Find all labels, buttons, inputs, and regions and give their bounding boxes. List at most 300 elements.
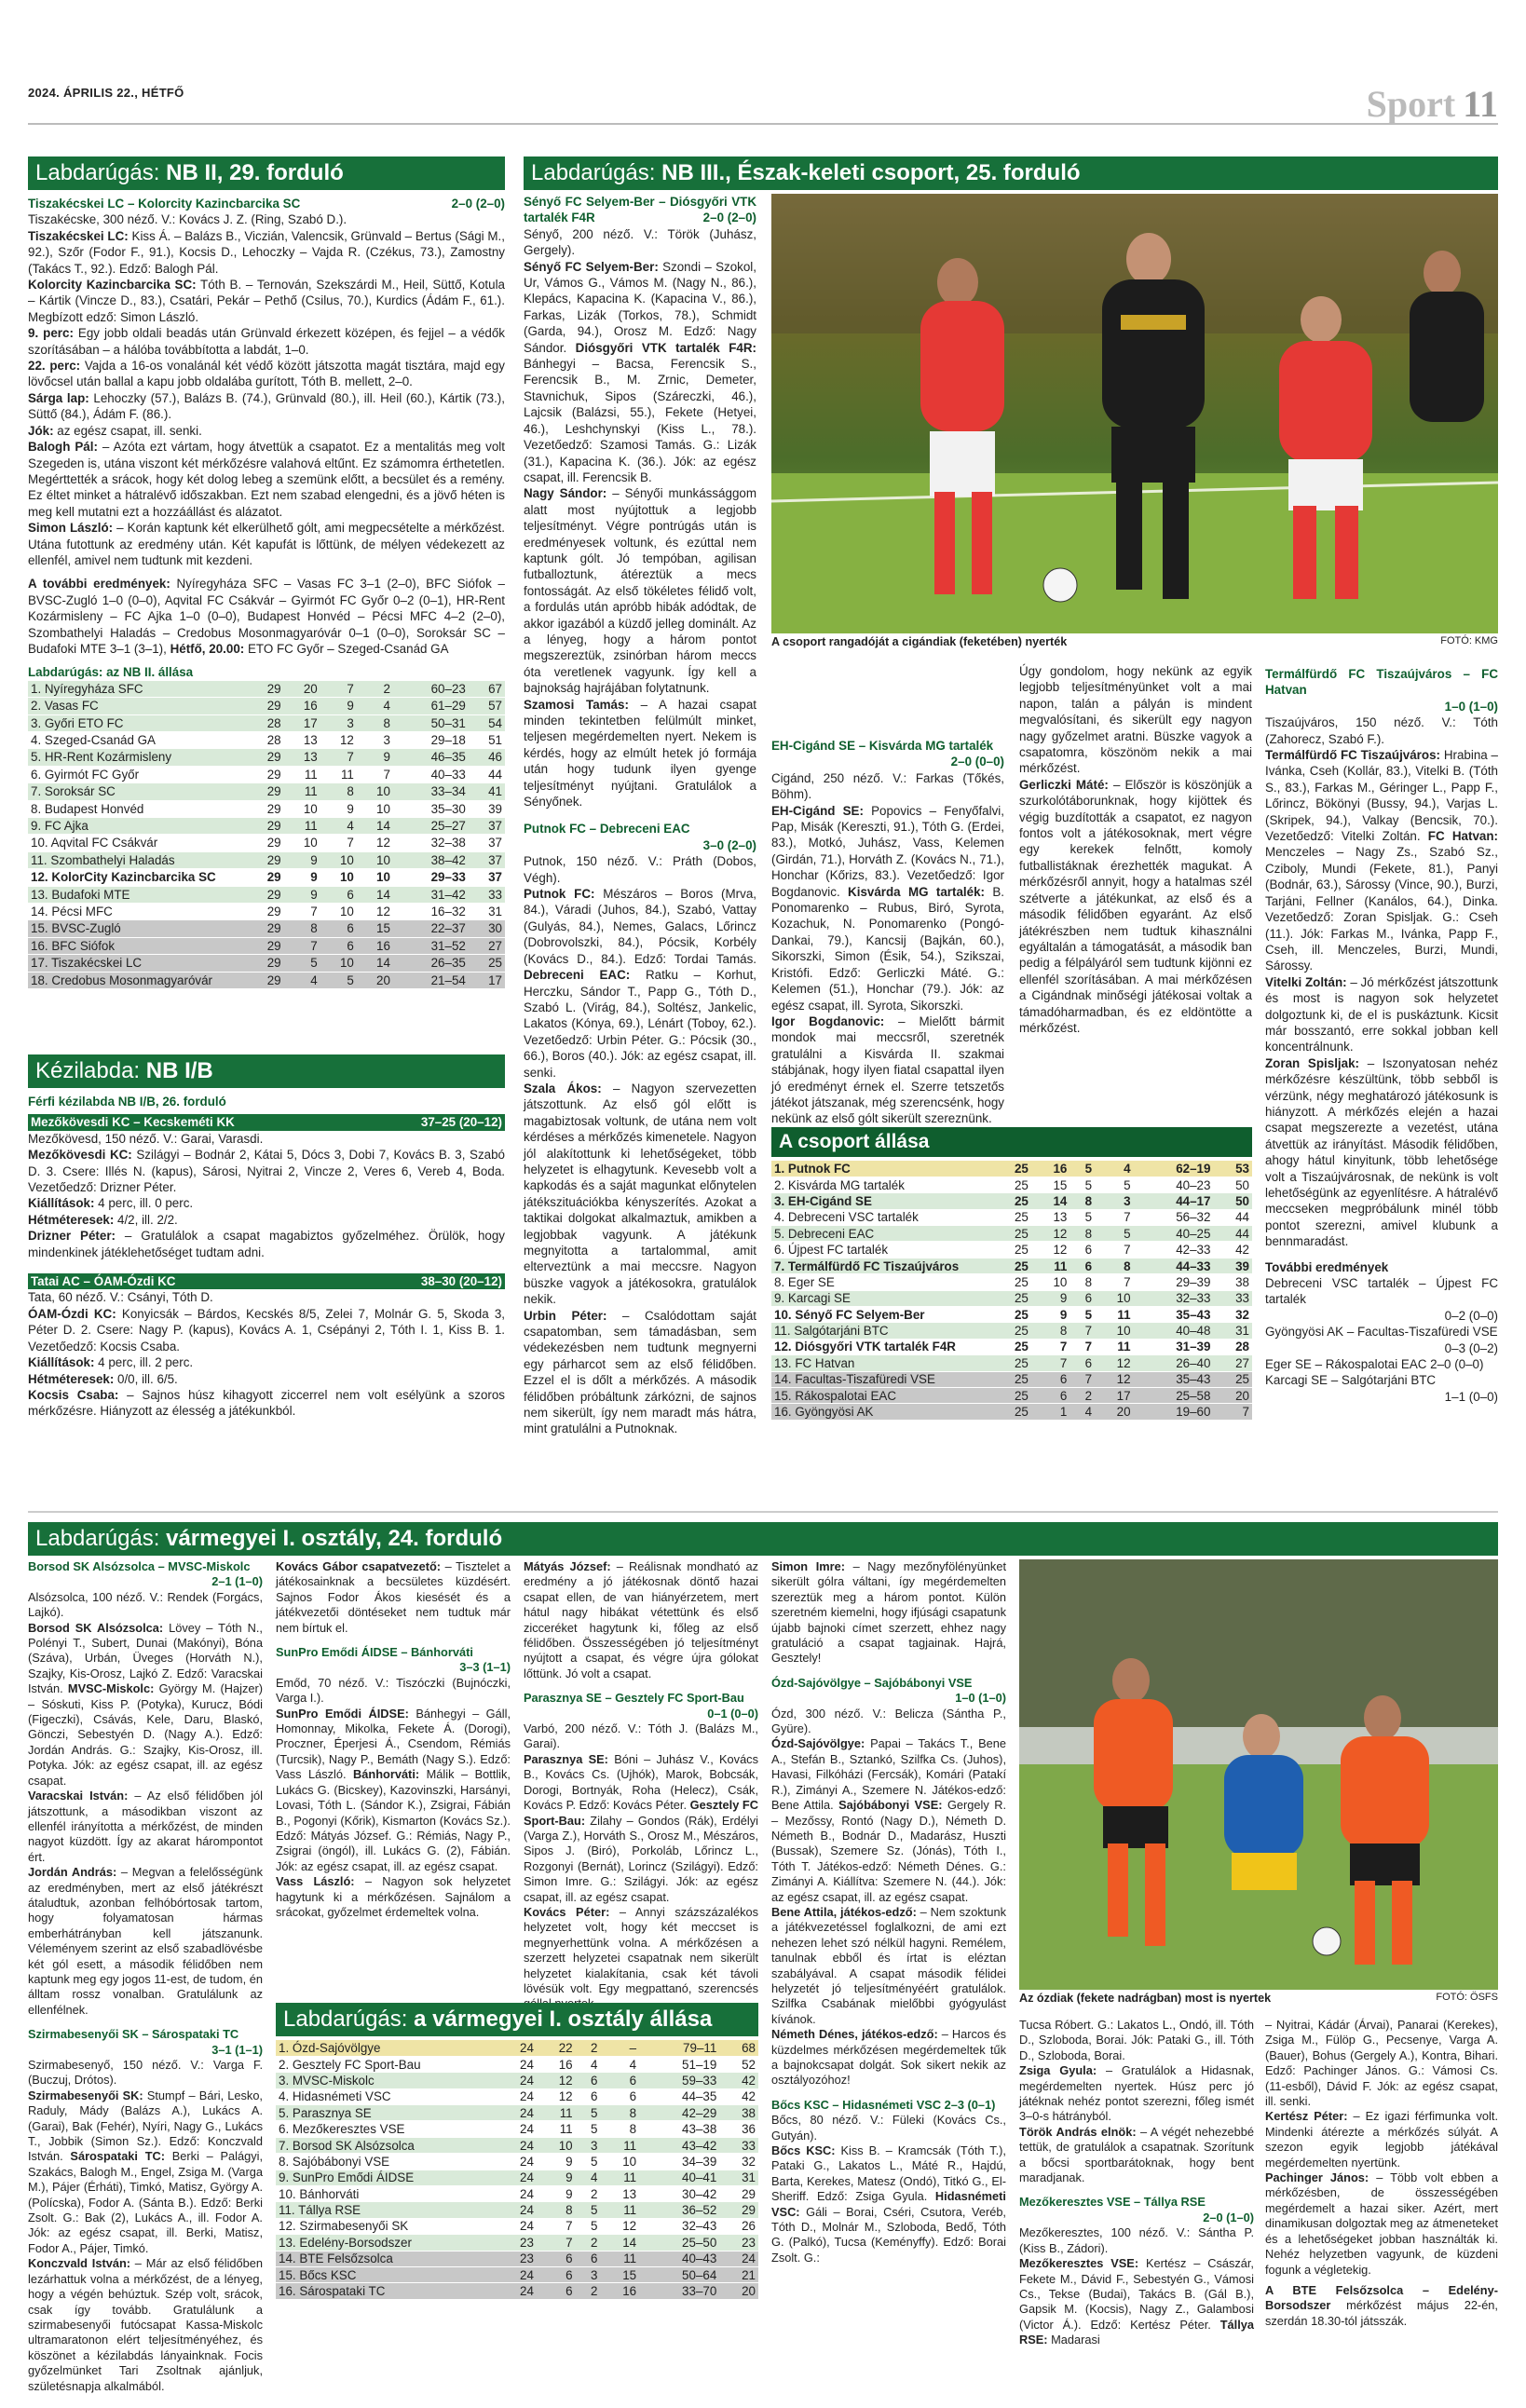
- table-row: [28, 869, 505, 886]
- stat-cell: 30–42: [639, 2186, 719, 2202]
- megye-heading: Labdarúgás: vármegyei I. osztály, 24. forduló: [28, 1522, 1498, 1556]
- stat-cell: 7: [1031, 1355, 1070, 1371]
- table-row: [771, 1307, 1252, 1323]
- stat-cell: 5: [1070, 1161, 1095, 1177]
- stat-cell: 6: [1031, 1371, 1070, 1387]
- team-name: 13. Budafoki MTE: [28, 886, 248, 903]
- team-name: 10. Aqvital FC Csákvár: [28, 835, 248, 851]
- table-row: [771, 1371, 1252, 1387]
- stat-cell: 11: [600, 2137, 639, 2153]
- stat-cell: 38–42: [393, 851, 469, 868]
- stat-cell: 9: [1031, 1290, 1070, 1306]
- team-name: 5. Debreceni EAC: [771, 1226, 992, 1242]
- table-row: [28, 920, 505, 937]
- stat-cell: 11: [284, 766, 320, 782]
- nb3-heading: Labdarúgás: NB III., Észak-keleti csoport, 25. forduló: [524, 156, 1498, 190]
- stat-cell: 10: [320, 955, 357, 972]
- stat-cell: 8: [357, 714, 393, 731]
- stat-cell: 11: [1031, 1258, 1070, 1273]
- stat-cell: 11: [600, 2202, 639, 2218]
- stat-cell: 12: [1031, 1242, 1070, 1258]
- stat-cell: 9: [357, 749, 393, 766]
- stat-cell: 14: [600, 2235, 639, 2251]
- stat-cell: 9: [537, 2154, 576, 2170]
- stat-cell: 2: [576, 2283, 601, 2299]
- stat-cell: 31: [719, 2170, 758, 2185]
- stat-cell: 25: [992, 1387, 1031, 1403]
- stat-cell: 50–64: [639, 2266, 719, 2282]
- stat-cell: 38: [719, 2105, 758, 2121]
- kezi-match2-header: Tatai AC – ÓAM-Ózdi KC 38–30 (20–12): [28, 1273, 505, 1289]
- stat-cell: 7: [1095, 1274, 1134, 1290]
- stat-cell: 29–39: [1134, 1274, 1214, 1290]
- stat-cell: 4: [1095, 1161, 1134, 1177]
- stat-cell: 9: [1031, 1307, 1070, 1323]
- stat-cell: 44: [1213, 1209, 1252, 1225]
- team-name: 14. Pécsi MFC: [28, 904, 248, 920]
- megye-col1: Borsod SK Alsózsolca – MVSC-Miskolc 2–1 (1–0) Alsózsolca, 100 néző. V.: Rendek (Forgács, Lajkó). Borsod SK Alsózsolca: Lövey – Tóth N., Polényi T., Subert, Dunai (Makónyi), Bóna (Száva), Urbán, Üveges (Horváth N.), Szajky, Kis-Orosz, Lajkó Z. Edző: Varacskai István. MVSC-Miskolc: György M. (Hajzer) – Sóskuti, Kiss P. (Potyka), Kurucz, Bódi (Figeczki), Csávás, Kele, Daru, Blaskó, Gönczi, Sebestyén D. (Nagy A.). Edző: Jordán András. G.: Szajky, Kis-Orosz, ill. Potyka. Jók: az egész csapat, ill. az egész csapat. Varacskai István: – Az első félidőben jól játszottunk, a másodikban viszont az ellenfél irányította a mérkőzést, de minden nagyot küzdött. Így az akarat hárompontot ért. Jordán András: – Megvan a felelősségünk az eredményben, mert az első játékrészt átaludtuk, azonban felhóbórtosak tartom, hogy folyamatosan hármas emberhátrányban kell játszanunk. Véleményem szerint az első szabadlövésbe két gól esett, a második félidőben nem kaptunk meg egy jogos 11-est, de tudom, én álltam rossz vonalban. Gratulálunk az ellenfélnek. Szirmabesenyői SK – Sárospataki TC 3–1 (1–1) Szirmabesenyő, 150 néző. V.: Varga F. (Buczuj, Drótos). Szirmabesenyői SK: Stumpf – Bári, Lesko, Raduly, Mády (Balázs A.), Lukács A. (Garai), Bak (Fehér), Nyíri, Nagy G., Lukács T., Jobbik (Simon Sz.). Edző: Konczvald István. Sárospataki TC: Berki – Palágyi, Szakács, Balogh M., Engel, Zsiga M. (Varga M.), Pájer (Érháti), Timkó, Matisz, György A. (Polícska), Fodor A. (Sánta B.). Edző: Berki Zsolt. G.: Bak (2), Lukács A., ill. Fodor A. Jók: az egész csapat, ill. Berki, Matisz, Fodor A., Pájer, Timkó. Konczvald István: – Már az első félidőben lezárhattuk volna a mérkőzést, de a lényeg, hogy a végén behúztuk. Szép volt, srácok, csak így tovább. Gratulálunk a szirmabesenyői futócsapat Kassa-Miskolc ultramaratonon elért teljesítményéhez, és köszönet a kézilabdás lányainknak. Focis győzelmünket Tari Zsoltnak ajánljuk, születésnapja alkalmából.: [28, 1559, 264, 2393]
- stat-cell: 37: [469, 851, 505, 868]
- stat-cell: 24: [497, 2137, 537, 2153]
- football: [1313, 1927, 1341, 1955]
- table-row: [771, 1290, 1252, 1306]
- stat-cell: 7: [357, 766, 393, 782]
- stat-cell: 33: [469, 886, 505, 903]
- stat-cell: 37: [469, 869, 505, 886]
- stat-cell: 6: [320, 937, 357, 954]
- team-name: 16. Gyöngyösi AK: [771, 1404, 992, 1420]
- stat-cell: 24: [497, 2121, 537, 2137]
- stat-cell: 2: [576, 2235, 601, 2251]
- megye-col6: – Nyitrai, Kádár (Árvai), Panarai (Kerekes), Zsiga M., Fülöp G., Pecsenye, Varga A. (Bauer), Bohus (Gergely A.), Kontra, Bihari. Edző: Pachinger János. G.: Vámosi Cs. (11-esből), Dávid F. Jók: az egész csapat, ill. senki. Kertész Péter: – Ez igazi férfimunka volt. Mindenki átérezte a mérkőzés súlyát. A szezon egyik legjobb játékával megérdemelten nyertünk. Pachinger János: – Több volt ebben a mérkőzésben, de összességében megérdemelt a hazai siker. Azért, mert dinamikusan dolgoztak meg az átmeneteket és a lehetőségeket jobban használták ki. Nehéz helyzetben vagyunk, de küzdeni fogunk a végletekig. A BTE Felsőzsolca – Edelény-Borsodszer mérkőzést május 22-én, szerdán 18.30-tól játsszák.: [1265, 2018, 1499, 2328]
- megye-photo-caption: Az ózdiak (fekete nadrágban) most is nyertek FOTÓ: ÖSFS: [1019, 1992, 1498, 2005]
- stat-cell: 25–58: [1134, 1387, 1214, 1403]
- stat-cell: 4: [320, 818, 357, 835]
- stat-cell: 2: [357, 681, 393, 698]
- team-name: 2. Kisvárda MG tartalék: [771, 1177, 992, 1192]
- stat-cell: 31–39: [1134, 1339, 1214, 1354]
- stat-cell: 51: [469, 732, 505, 749]
- stat-cell: 40–25: [1134, 1226, 1214, 1242]
- table-row: [276, 2266, 758, 2282]
- team-name: 1. Nyíregyháza SFC: [28, 681, 248, 698]
- table-row: [28, 698, 505, 714]
- stat-cell: 24: [497, 2218, 537, 2234]
- stat-cell: 13: [1031, 1209, 1070, 1225]
- stat-cell: 26: [719, 2218, 758, 2234]
- stat-cell: 40–43: [639, 2251, 719, 2266]
- stat-cell: 12: [537, 2088, 576, 2104]
- team-name: 18. Credobus Mosonmagyaróvár: [28, 972, 248, 988]
- team-name: 4. Hidasnémeti VSC: [276, 2088, 497, 2104]
- stat-cell: 10: [1095, 1323, 1134, 1339]
- stat-cell: 29: [719, 2186, 758, 2202]
- stat-cell: 6: [600, 2088, 639, 2104]
- stat-cell: 8: [537, 2202, 576, 2218]
- stat-cell: 1: [1031, 1404, 1070, 1420]
- stat-cell: 8: [1095, 1258, 1134, 1273]
- stat-cell: 3: [576, 2137, 601, 2153]
- table-row: [276, 2202, 758, 2218]
- stat-cell: 7: [1070, 1371, 1095, 1387]
- stat-cell: 33–34: [393, 783, 469, 800]
- stat-cell: 22: [537, 2040, 576, 2056]
- team-name: 12. Diósgyőri VTK tartalék F4R: [771, 1339, 992, 1354]
- stat-cell: 25: [992, 1339, 1031, 1354]
- stat-cell: 24: [497, 2266, 537, 2282]
- team-name: 3. MVSC-Miskolc: [276, 2073, 497, 2088]
- stat-cell: 4: [357, 698, 393, 714]
- stat-cell: 25: [1213, 1371, 1252, 1387]
- stat-cell: 3: [1095, 1193, 1134, 1209]
- stat-cell: 53: [1213, 1161, 1252, 1177]
- nb2-standings-table: [28, 681, 505, 989]
- nb3-photo: [771, 194, 1498, 633]
- stat-cell: 6: [1070, 1355, 1095, 1371]
- stat-cell: 24: [497, 2202, 537, 2218]
- team-name: 7. Soroksár SC: [28, 783, 248, 800]
- stat-cell: 29: [248, 886, 284, 903]
- megye-match5-header: Ózd-Sajóvölgye – Sajóbábonyi VSE: [771, 1675, 973, 1690]
- stat-cell: 25: [992, 1226, 1031, 1242]
- stat-cell: 7: [1070, 1339, 1095, 1354]
- page-date: 2024. ÁPRILIS 22., HÉTFŐ: [28, 86, 184, 100]
- stat-cell: 29: [248, 681, 284, 698]
- stat-cell: 61–29: [393, 698, 469, 714]
- stat-cell: 6: [1070, 1242, 1095, 1258]
- stat-cell: 16: [1031, 1161, 1070, 1177]
- stat-cell: 20: [284, 681, 320, 698]
- nb3-col1: Sényő FC Selyem-Ber – Diósgyőri VTK tartalék F4R 2–0 (2–0) Sényő, 200 néző. V.: Török (Juhász, Gergely). Sényő FC Selyem-Ber: Szondi – Szokol, Ur, Vámos G., Vámos M. (Nagy N., 86.), Klepács, Kapacina K. (Kapacina V., 86.), Farkas, Lizák (Torkos, 78.), Schmidt (Garda, 94.), Orosz M. Edző: Nagy Sándor. Diósgyőri VTK tartalék F4R: Bánhegyi – Bacsa, Ferencsik S., Ferencsik B., M. Zrnic, Demeter, Stavnichuk, Sipos (Száreczki, 46.), Lajcsik (Balázsi, 55.), Fekete (Hetyei, 46.), Leshchynskyi (Kiss L., 78.). Vezetőedző: Szamosi Tamás. G.: Lizák (31.), Kapacina K. (36.). Jók: az egész csapat, ill. Ferencsik B. Nagy Sándor: – Sényői munkássággom alatt most nyújtottuk a legjobb teljesítményt. Végre pontrúgás után is eredményesek voltunk, és ezúttal nem kaptunk gólt. Jó tempóban, agilisan futballoztunk, átéreztük a mecs fontosságát. Az első tökéletes félidő volt, a fordulás után apróbb hibák adódtak, de akkor igazából a küzdő jelleg dominált. Az a lényeg, hogy a három pontot megszereztük, zsinórban három meccs óta veretlenek vagyunk. Így kell a bajnokság hajrájában folytatnunk. Szamosi Tamás: – A hazai csapat minden tekintetben felülmúlt minket, teljesen megérdemelten nyert. Nekem is kérdés, hogy az elmúlt hetek jó formája után hogy tudunk ilyen gyenge teljesítményt nyújtani. Gratulálok a Sényőnek. Putnok FC – Debreceni EAC 3–0 (2–0) Putnok, 150 néző. V.: Práth (Dobos, Végh). Putnok FC: Mészáros – Boros (Mrva, 84.), Váradi (Juhos, 84.), Szabó, Vattay (Gulyás, 84.), Nemes, Galacs, Lőrincz (Dobrovolszki, 84.), Pócsik, Korbély (Kovács D., 84.). Edző: Tordai Tamás. Debreceni EAC: Ratku – Korhut, Herczku, Sándor T., Papp G., Tóth D., Szabó L. (Virág, 84.), Soltész, Jankelic, Lakatos (Kónya, 69.), Lénárt (Toboy, 62.). Vezetőedző: Urbin Péter. G.: Pócsik (30., 66.), Boros (40.). Jók: az egész csapat, ill. senki. Szala Ákos: – Nagyon szervezetten játszottunk. Az első gól előtt is magabiztosak voltunk, de utána nem volt kérdéses a mérkőzés kimenetele. Nagyon jól alakítottunk ki lehetőségeket, több helyzetet is elhagytunk. Kevesebb volt a kapkodás és a saját magunkat előnytelen játékszituációkba kényszerítés. Azokat a taktikai dolgokat alkalmaztuk, amikben a legjobbak vagyunk. A játékunk megnyitotta a tartalommal, amit elterveztünk a mai meccsre. Nagyon büszke vagyok a játékosokra, gratulálok nekik. Urbin Péter: – Csalódottam saját csapatomban, sem támadásban, sem védekezésben nem tudtunk megnyerni egy párharcot sem az első félidőben. Ezzel el is dőlt a mérkőzés. A második félidőben próbáltunk zárkózni, de sajnos nem sikerült, így nem maradt más hátra, mint gratulálni a Putnoknak.: [524, 195, 757, 1436]
- stat-cell: 10: [1095, 1290, 1134, 1306]
- stat-cell: 5: [1095, 1226, 1134, 1242]
- stat-cell: 7: [1095, 1209, 1134, 1225]
- stat-cell: 67: [469, 681, 505, 698]
- stat-cell: 42–29: [639, 2105, 719, 2121]
- team-name: 16. BFC Siófok: [28, 937, 248, 954]
- stat-cell: 33: [1213, 1290, 1252, 1306]
- team-name: 8. Sajóbábonyi VSE: [276, 2154, 497, 2170]
- megye-match6-header: Bőcs KSC – Hidasnémeti VSC 2–3 (0–1): [771, 2097, 996, 2112]
- stat-cell: 5: [576, 2202, 601, 2218]
- stat-cell: 10: [320, 904, 357, 920]
- stat-cell: 29: [248, 835, 284, 851]
- stat-cell: 2: [576, 2186, 601, 2202]
- stat-cell: 29: [248, 698, 284, 714]
- table-row: [276, 2218, 758, 2234]
- stat-cell: 11: [1095, 1307, 1134, 1323]
- stat-cell: 46–35: [393, 749, 469, 766]
- stat-cell: 24: [497, 2105, 537, 2121]
- stat-cell: 3: [357, 732, 393, 749]
- stat-cell: 24: [497, 2088, 537, 2104]
- stat-cell: 3: [576, 2266, 601, 2282]
- table-row: [28, 749, 505, 766]
- stat-cell: 42: [719, 2073, 758, 2088]
- team-name: 15. BVSC-Zugló: [28, 920, 248, 937]
- megye-standings-table: [276, 2040, 758, 2300]
- stat-cell: 14: [357, 955, 393, 972]
- stat-cell: 29: [248, 783, 284, 800]
- table-row: [276, 2088, 758, 2104]
- stat-cell: 5: [1095, 1177, 1134, 1192]
- stat-cell: 29: [719, 2202, 758, 2218]
- stat-cell: 25: [992, 1290, 1031, 1306]
- megye-standings: [276, 2003, 758, 2394]
- stat-cell: 11: [537, 2105, 576, 2121]
- table-row: [28, 732, 505, 749]
- stat-cell: 10: [357, 800, 393, 817]
- team-name: 5. HR-Rent Kozármisleny: [28, 749, 248, 766]
- stat-cell: 4: [1070, 1404, 1095, 1420]
- stat-cell: 7: [1095, 1242, 1134, 1258]
- stat-cell: 11: [284, 783, 320, 800]
- stat-cell: 11: [537, 2121, 576, 2137]
- nb3-col4: Termálfürdő FC Tiszaújváros – FC Hatvan 1–0 (1–0) Tiszaújváros, 150 néző. V.: Tóth (Zahorecz, Szabó F.). Termálfürdő FC Tiszaújváros: Hrabina – Ivánka, Cseh (Kollár, 83.), Vitelki B. (Tóth S., 83.), Farkas M., Géringer L., Papp F., Lőrincz, Bökönyi (Bussy, 94.), Varjas L. (Skripek, 94.), Valkay (Bencsik, 70.). Vezetőedző: Vitelki Zoltán. FC Hatvan: Menczeles – Nagy Zs., Szabó Sz., Cziboly, Mundi (Fekete, 81.), Panyi (Bodnár, 63.), Sárossy (Vince, 90.), Burzi, Tarjáni, Fellner (Kanálos, 64.), Dinka. Vezetőedző: Zoran Spisljak. G.: Cseh (11.). Jók: Farkas M., Ivánka, Papp F., Cseh, ill. Menczeles, Burzi, Mundi, Sárossy. Vitelki Zoltán: – Jó mérkőzést játszottunk és most is nagyon sok helyzetet dolgoztunk ki, de el is puskáztunk. Kicsit már bosszantó, erre sokkal jobban kell koncentrálnunk. Zoran Spisljak: – Iszonyatosan nehéz mérkőzésre készültünk, több sebből is vérzünk, négy meghatározó játékosunk is hiányzott. A mérkőzés elején a hazai csapat megszerezte a vezetést, utána átvettük az irányítást. Második félidőben, ahogy hátul kinyitunk, több lehetősége volt a Tiszaújvárosnak, de nekünk is volt lehetőségünk az egyenlítésre. A hátralévő meccseken megpróbálunk minél több pontot szerezni, amivel klubunk a bennmaradást. További eredmények Debreceni VSC tartalék – Újpest FC tartalék 0–2 (0–0) Gyöngyösi AK – Facultas-Tiszafüredi VSE 0–3 (0–2) Eger SE – Rákospalotai EAC 2–0 (0–0) Karcagi SE – Salgótarjáni BTC 1–1 (0–0): [1265, 667, 1498, 1404]
- stat-cell: 6: [600, 2073, 639, 2088]
- stat-cell: 6: [320, 920, 357, 937]
- stat-cell: 24: [497, 2170, 537, 2185]
- stat-cell: 30: [469, 920, 505, 937]
- stat-cell: 25: [992, 1371, 1031, 1387]
- stat-cell: 25: [992, 1209, 1031, 1225]
- stat-cell: 20: [1213, 1387, 1252, 1403]
- stat-cell: 42: [719, 2088, 758, 2104]
- stat-cell: 25: [992, 1161, 1031, 1177]
- megye-col5: Tucsa Róbert. G.: Lakatos L., Ondó, ill. Tóth D., Szloboda, Borai. Jók: Pataki G., ill. Tóth D., Szloboda, Borai. Zsiga Gyula: – Gratulálok a Hidasnak, megérdemelten nyertek. Húsz perc jó játéknak nehéz pontot szerezni, főleg ismét 3–0-s hátrányból. Török András elnök: – A végét nehezebbé tettük, de gratulálok a csapatnak. Szorítunk a bőcsi sportbarátoknak, hogy bent maradjanak. Mezőkeresztes VSE – Tállya RSE 2–0 (1–0) Mezőkeresztes, 100 néző. V.: Sántha P. (Kiss B., Zádori). Mezőkeresztes VSE: Kertész – Császár, Fekete M., Dávid F., Sebestyén G., Vámosi Cs., Tekse (Budai), Takács B. (Gál B.), Gapsik M. (Kocsis), Nagy Z., Galambosi (Victor Á.). Edző: Kertész Péter. Tállya RSE: Madarasi: [1019, 2018, 1254, 2347]
- megye-match1-header: Borsod SK Alsózsolca – MVSC-Miskolc: [28, 1559, 251, 1573]
- team-name: 11. Tállya RSE: [276, 2202, 497, 2218]
- stat-cell: 12: [600, 2218, 639, 2234]
- table-row: [276, 2170, 758, 2185]
- stat-cell: 11: [1095, 1339, 1134, 1354]
- table-row: [771, 1387, 1252, 1403]
- stat-cell: 68: [719, 2040, 758, 2056]
- kezi-article: Kézilabda: NB I/B Férfi kézilabda NB I/B, 26. forduló Mezőkövesdi KC – Kecskeméti KK 37–25 (20–12) Mezőkövesd, 150 néző. V.: Garai, Varasdi. Mezőkövesdi KC: Szilágyi – Bodnár 2, Kátai 5, Dócs 3, Dobi 7, Kovács B. 3, Szabó D. 3. Csere: Illés N. (kapus), Sárosi, Nyitrai 2, Vincze 2, Veres 6, Vereb 4, Boda. Vezetőedző: Drizner Péter. Kiállítások: 4 perc, ill. 0 perc. Hétméteresek: 4/2, ill. 2/2. Drizner Péter: – Gratulálok a csapat magabiztos győzelméhez. Örülök, hogy mindenkinek játéklehetőséget tudtam adni. Tatai AC – ÓAM-Ózdi KC 38–30 (20–12) Tata, 60 néző. V.: Csányi, Tóth D. ÓAM-Ózdi KC: Konyicsák – Bárdos, Kecskés 8/5, Zelei 7, Molnár G. 5, Skoda 3, Péter D. 2. Csere: Nagy P. (kapus), Kovács A. 1, Csépányi 2, Tóth I. 1, Kiss B. 1. Vezetőedző: Kocsis Csaba. Kiállítások: 4 perc, ill. 2 perc. Hétméteresek: 0/0, ill. 6/5. Kocsis Csaba: – Sajnos húsz kihagyott ziccerrel nem volt esélyünk a szoros mérkőzésre. Hiányzott az élesség a játékunkból.: [28, 1054, 505, 1492]
- stat-cell: 28: [248, 732, 284, 749]
- table-row: [771, 1209, 1252, 1225]
- stat-cell: 46: [469, 749, 505, 766]
- stat-cell: 9: [284, 886, 320, 903]
- stat-cell: 16: [537, 2056, 576, 2072]
- stat-cell: 24: [497, 2040, 537, 2056]
- stat-cell: 57: [469, 698, 505, 714]
- stat-cell: 11: [600, 2170, 639, 2185]
- stat-cell: 35–43: [1134, 1371, 1214, 1387]
- stat-cell: 6: [576, 2088, 601, 2104]
- team-name: 14. BTE Felsőzsolca: [276, 2251, 497, 2266]
- table-row: [28, 818, 505, 835]
- stat-cell: 8: [320, 783, 357, 800]
- team-name: 6. Gyirmót FC Győr: [28, 766, 248, 782]
- table-row: [771, 1404, 1252, 1420]
- table-row: [28, 766, 505, 782]
- team-name: 2. Gesztely FC Sport-Bau: [276, 2056, 497, 2072]
- table-row: [276, 2235, 758, 2251]
- stat-cell: 51–19: [639, 2056, 719, 2072]
- stat-cell: 23: [497, 2251, 537, 2266]
- team-name: 2. Vasas FC: [28, 698, 248, 714]
- table-row: [276, 2137, 758, 2153]
- team-name: 11. Szombathelyi Haladás: [28, 851, 248, 868]
- stat-cell: 29–18: [393, 732, 469, 749]
- stat-cell: 43–38: [639, 2121, 719, 2137]
- section-name: Sport: [1366, 83, 1456, 125]
- stat-cell: 8: [600, 2121, 639, 2137]
- stat-cell: 25: [992, 1242, 1031, 1258]
- team-name: 7. Termálfürdő FC Tiszaújváros: [771, 1258, 992, 1273]
- team-name: 10. Bánhorváti: [276, 2186, 497, 2202]
- page-number: 11: [1463, 83, 1498, 125]
- megye-col3: Mátyás József: – Reálisnak mondható az eredmény a jó játékosnak döntő hazai csapat ellen, de van hiányérzetem, mert hátul nagy hibákat vétettünk és első zicceréket hagytunk ki, főleg az első félidőben. Összességében jó teljesítményt nyújtott a csapat, és végre újra gólokat lőttünk. Jó volt a csapat. Parasznya SE – Gesztely FC Sport-Bau 0–1 (0–0) Varbó, 200 néző. V.: Tóth J. (Balázs M., Garai). Parasznya SE: Bóni – Juhász V., Kovács B., Kovács Cs. (Ujhók), Marok, Bobcsák, Dorogi, Bortnyák, Roha (Helecz), Csák, Kovács P. Edző: Kovács Péter. Gesztely FC Sport-Bau: Zilahy – Gondos (Rák), Erdélyi (Varga Z.), Horváth S., Orosz M., Mészáros, Sipos J. (Biró), Porkoláb, Lőrincz L., Rozgonyi (Bernát), Lorincz (Szilágyi). Edző: Simon Imre. G.: Szilágyi. Jók: az egész csapat, ill. az egész csapat. Kovács Péter: – Annyi százszázalékos helyzetet volt, hogy két meccset is megnyerhettünk volna. A mérkőzésen a szerzett helyzetei csapatnak nem sikerült helyzetet kialakítania, csak két távoli lövésük volt. Egy megpattanó, szerencsés: [524, 1559, 758, 1995]
- table-row: [771, 1355, 1252, 1371]
- stat-cell: 7: [284, 904, 320, 920]
- stat-cell: 7: [1070, 1323, 1095, 1339]
- stat-cell: 10: [320, 869, 357, 886]
- table-row: [28, 681, 505, 698]
- stat-cell: 20: [357, 972, 393, 988]
- table-row: [276, 2073, 758, 2088]
- team-name: 6. Újpest FC tartalék: [771, 1242, 992, 1258]
- stat-cell: 25: [992, 1323, 1031, 1339]
- kezi-match1-header: Mezőkövesdi KC – Kecskeméti KK 37–25 (20–12): [28, 1114, 505, 1130]
- nb2-article: Labdarúgás: NB II, 29. forduló Tiszakécskei LC – Kolorcity Kazincbarcika SC 2–0 (2–0) Tiszakécske, 300 néző. V.: Kovács J. Z. (Ring, Szabó D.). Tiszakécskei LC: Kiss Á. – Balázs B., Viczián, Valencsik, Grünvald – Bertus (Sági M., 92.), Szőr (Fodor F., 91.), Kocsis D., Lehoczky – Vajda R. (Czékus, 73.), Zamostny (Takács T., 92.). Edző: Balogh Pál. Kolorcity Kazincbarcika SC: Tóth B. – Ternován, Szekszárdi M., Heil, Süttő, Kotula – Kártik (Vincze D., 83.), Csatári, Pekár – Pethő (Csilus, 70.), Kurdics (Ádám F., 61.). Megbízott edző: Simon László. 9. perc: Egy jobb oldali beadás után Grünvald érkezett középen, és fejjel – a védők szorításában – a hálóba továbbította a labdát, 1–0. 22. perc: Vajda a 16-os vonalánál két védő között játszotta magát tisztára, majd egy lövőcsel után ballal a kapu jobb oldalába gurított, Tóth B. mellett, 2–0. Sárga lap: Lehoczky (57.), Balázs B. (74.), Grünvald (80.), ill. Heil (60.), Kártik (73.), Süttő (84.), Ádám F. (86.). Jók: az egész csapat, ill. senki. Balogh Pál: – Azóta ezt vártam, hogy átvettük a csapatot. Ez a mentalitás meg volt Szegeden is, utána viszont két mérkőzésre valahová eltűnt. Ez számomra érthetetlen. Megérttették a srácok, hogy két dolog lebeg a szemünk előtt, a becsület és a remény. Ez éltet minket a hátralévő időszakban. Ezt nem szabad elengedni, és a jövő héten is meg kell mutatni ezt a hozzáállást és alázatot. Simon László: – Korán kaptunk két elkerülhető gólt, ami megpecsételte a mérkőzést. Utána futottunk az eredmény után. Két kapufát is lőttünk, de mélyen védekezett az ellenfél, amivel nem tudtunk mit kezdeni. A további eredmények: Nyíregyháza SFC – Vasas FC 3–1 (2–0), BFC Siófok – BVSC-Zugló 1–0 (0–0), Aqvital FC Csákvár – Gyirmót FC Győr 0–2 (0–1), HR-Rent Kozármisleny – FC Ajka 1–0 (0–0), Budapest Honvéd – Pécsi MFC 4–2 (2–0), Szombathelyi Haladás – Credobus Mosonmagyaróvár 0–1 (0–0), Soroksár SC – Budafoki MTE 3–1 (3–1), Hétfő, 20.00: ETO FC Győr – Szeged-Csanád GA Labdarúgás: az NB II. állása 1. Nyíregyháza SFC 29 20 7 2 60–23 67 2. Vasas FC 29 16 9 4 61–29 57 3. Győri ETO FC 28 17 3 8 50–31 54 4. Szeged-Csanád GA 28 13 12 3 29–18 51 5. HR-Rent Kozármisleny 29 13 7 9 46–35 46 6. Gyirmót FC Győr 29 11 11 7 40–33 44 7. Soroksár SC 29 11 8 10 33–34 41 8. Budapest Honvéd 29 10 9 10 35–30 39 9. FC Ajka 29 11 4 14 25–27 37 10. Aqvital FC Csákvár 29 10 7 12 32–38 37 11. Szombathelyi Haladás 29 9 10 10 38–42 37 12. KolorCity Kazincbarcika SC 29 9 10 10 29–33 37 13. Budafoki MTE 29 9 6 14 31–42 33 14. Pécsi MFC 29 7 10 12 16–32 31 15. BVSC-Zugló 29 8 6 15 22–37 30 16. BFC Siófok 29 7 6 16 31–52 27 17. Tiszakécskei LC 29 5 10 14 26–35 25 18. Credobus Mosonmagyaróvár 29 4 5 20 21–54 17: [28, 156, 505, 1139]
- megye-col2: Kovács Gábor csapatvezető: – Tisztelet a játékosainknak a becsületes küzdésért. Sajnos Fodor Ákos kiesését és a játékvezetői döntéseket nem tudtuk már nem bírtuk el. SunPro Emődi ÁIDSE – Bánhorváti 3–3 (1–1) Emőd, 70 néző. V.: Tiszóczki (Bujnóczki, Varga I.). SunPro Emődi ÁIDSE: Bánhegyi – Gáll, Homonnay, Mikolka, Fekete Á. (Dorogi), Proczner, Éperjesi Á., Csendom, Rémiás (Turcsik), Nagy P., Bemáth (Nagy S.). Edző: Vass László. Bánhorváti: Málik – Bottlik, Lukács G. (Bicskey), Kazovinszki, Harsányi, Lovasi, Tóth L. (Sándor K.), Zsigrai, Fábián B., Pogonyi (Kőrik), Kismarton (Kovács Sz.). Edző: Mátyás József. G.: Rémiás, Nagy P., Zsigrai (öngól), ill. Lukács G. (2), Fábián. Jók: az egész csapat, ill. az egész csapat. Vass László: – Nagyon sok helyzetet hagytunk ki a mérkőzésen. Sajnálom a srácokat, győzelmet érdemeltek volna.: [276, 1559, 511, 1919]
- team-name: 12. Szirmabesenyői SK: [276, 2218, 497, 2234]
- stat-cell: 59–33: [639, 2073, 719, 2088]
- stat-cell: 16: [357, 937, 393, 954]
- table-row: [28, 886, 505, 903]
- table-row: [28, 972, 505, 988]
- football: [1043, 568, 1077, 602]
- stat-cell: 16: [600, 2283, 639, 2299]
- stat-cell: 25: [992, 1355, 1031, 1371]
- stat-cell: 29: [248, 937, 284, 954]
- stat-cell: 26–35: [393, 955, 469, 972]
- table-row: [276, 2121, 758, 2137]
- stat-cell: 29: [248, 904, 284, 920]
- stat-cell: 12: [1095, 1355, 1134, 1371]
- table-row: [28, 714, 505, 731]
- stat-cell: –: [600, 2040, 639, 2056]
- stat-cell: 7: [537, 2235, 576, 2251]
- team-name: 14. Facultas-Tiszafüredi VSE: [771, 1371, 992, 1387]
- team-name: 17. Tiszakécskei LC: [28, 955, 248, 972]
- stat-cell: 25: [992, 1258, 1031, 1273]
- stat-cell: 13: [284, 732, 320, 749]
- table-row: [28, 904, 505, 920]
- stat-cell: 37: [469, 818, 505, 835]
- stat-cell: 20: [719, 2283, 758, 2299]
- table-row: [771, 1258, 1252, 1273]
- stat-cell: 9: [284, 851, 320, 868]
- stat-cell: 44–35: [639, 2088, 719, 2104]
- nb3-photo-caption: A csoport rangadóját a cigándiak (feketében) nyerték FOTÓ: KMG: [771, 635, 1498, 648]
- team-name: 10. Sényő FC Selyem-Ber: [771, 1307, 992, 1323]
- stat-cell: 25: [992, 1274, 1031, 1290]
- stat-cell: 41: [469, 783, 505, 800]
- table-row: [276, 2040, 758, 2056]
- stat-cell: 10: [357, 783, 393, 800]
- stat-cell: 42–33: [1134, 1242, 1214, 1258]
- stat-cell: 7: [320, 835, 357, 851]
- stat-cell: 2: [576, 2040, 601, 2056]
- table-row: [28, 800, 505, 817]
- stat-cell: 3: [320, 714, 357, 731]
- stat-cell: 20: [1095, 1404, 1134, 1420]
- stat-cell: 10: [357, 869, 393, 886]
- table-row: [276, 2283, 758, 2299]
- team-name: 15. Bőcs KSC: [276, 2266, 497, 2282]
- nb3-standings: [771, 1127, 1252, 1504]
- nb3-table-title: A csoport állása: [771, 1127, 1252, 1157]
- stat-cell: 8: [1070, 1193, 1095, 1209]
- team-name: 5. Parasznya SE: [276, 2105, 497, 2121]
- table-row: [276, 2251, 758, 2266]
- stat-cell: 9: [537, 2170, 576, 2185]
- stat-cell: 7: [320, 681, 357, 698]
- stat-cell: 28: [1213, 1339, 1252, 1354]
- stat-cell: 31–42: [393, 886, 469, 903]
- stat-cell: 7: [1031, 1339, 1070, 1354]
- table-row: [771, 1339, 1252, 1354]
- stat-cell: 44–33: [1134, 1258, 1214, 1273]
- stat-cell: 15: [357, 920, 393, 937]
- stat-cell: 35–30: [393, 800, 469, 817]
- stat-cell: 5: [284, 955, 320, 972]
- stat-cell: 17: [1095, 1387, 1134, 1403]
- team-name: 8. Budapest Honvéd: [28, 800, 248, 817]
- stat-cell: 16: [284, 698, 320, 714]
- stat-cell: 6: [1070, 1290, 1095, 1306]
- section-brand: [1367, 82, 1498, 126]
- stat-cell: 8: [284, 920, 320, 937]
- stat-cell: 24: [497, 2056, 537, 2072]
- team-name: 8. Eger SE: [771, 1274, 992, 1290]
- stat-cell: 32–33: [1134, 1290, 1214, 1306]
- table-row: [771, 1274, 1252, 1290]
- stat-cell: 62–19: [1134, 1161, 1214, 1177]
- stat-cell: 40–48: [1134, 1323, 1214, 1339]
- stat-cell: 14: [357, 818, 393, 835]
- nb3-col3: Úgy gondolom, hogy nekünk az egyik legjobb teljesítményünket volt a mai napon, talán a pályán is mindent megvalósítani, és sikerült egy nagyon nagy győzelmet aratni. Büszke vagyok a csapatomra, köszönöm nekik a mai mérkőzést. Gerliczki Máté: – Először is köszönjük a szurkolótáborunknak, hogy kijöttek és végig buzdították a csapatot, ez nagyon fontos volt a játékosoknak, mert végre egy kerekek felnőtt, komoly futballistáknak érezhették magukat. A mérkőzésről annyit, hogy a hatalmas szél szétverte a játékunkat, az első és a második félidőben egyaránt. Az első játékrészben nem tudtuk kihasználni egyáltalán a támogatását, a második ban pedig a félpályáról sem tudtunk kijönni ez ellenfél szorításában. A mai mérkőzésen a Cigándnak minőségi játékosai voltak a támadóharmadban, és ez eldöntötte a mérkőzést.: [1019, 664, 1252, 1035]
- stat-cell: 42: [1213, 1242, 1252, 1258]
- stat-cell: 29: [248, 749, 284, 766]
- table-row: [771, 1177, 1252, 1192]
- stat-cell: 7: [1213, 1404, 1252, 1420]
- stat-cell: 11: [600, 2251, 639, 2266]
- nb3-match4-header: Termálfürdő FC Tiszaújváros – FC Hatvan: [1265, 667, 1498, 698]
- stat-cell: 33: [719, 2137, 758, 2153]
- stat-cell: 5: [1070, 1307, 1095, 1323]
- stat-cell: 34–39: [639, 2154, 719, 2170]
- stat-cell: 17: [284, 714, 320, 731]
- team-name: 13. Edelény-Borsodszer: [276, 2235, 497, 2251]
- stat-cell: 7: [284, 937, 320, 954]
- stat-cell: 44: [469, 766, 505, 782]
- header-rule: [28, 123, 1498, 125]
- stat-cell: 31–52: [393, 937, 469, 954]
- nb2-match-header: Tiszakécskei LC – Kolorcity Kazincbarcika SC 2–0 (2–0): [28, 197, 505, 211]
- stat-cell: 5: [576, 2105, 601, 2121]
- section-divider: [28, 1511, 1498, 1513]
- stat-cell: 29: [248, 818, 284, 835]
- stat-cell: 12: [1031, 1226, 1070, 1242]
- stat-cell: 26–40: [1134, 1355, 1214, 1371]
- stat-cell: 4: [600, 2056, 639, 2072]
- team-name: 16. Sárospataki TC: [276, 2283, 497, 2299]
- stat-cell: 8: [1070, 1274, 1095, 1290]
